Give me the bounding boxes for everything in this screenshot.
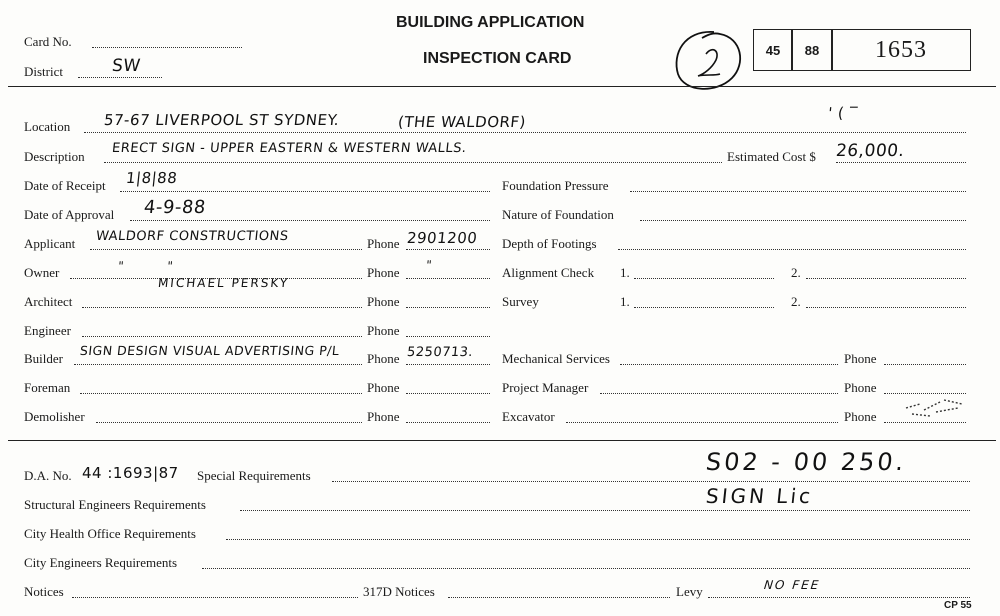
survey-label: Survey [502, 294, 539, 309]
district-value: SW [110, 56, 142, 76]
engineer-phone-line [406, 336, 490, 337]
location-mark: ' ( ‾ [827, 104, 859, 122]
notices-label: Notices [24, 584, 64, 599]
applicant-value: WALDORF CONSTRUCTIONS [95, 229, 290, 244]
architect-phone-label: Phone [367, 294, 400, 309]
owner-phone-line [406, 278, 490, 279]
builder-phone-value: 5250713. [406, 345, 474, 360]
notices-317d-label: 317D Notices [363, 584, 435, 599]
description-label: Description [24, 149, 85, 164]
foundation-pressure-line [630, 191, 966, 192]
project-manager-label: Project Manager [502, 380, 589, 395]
engineer-label: Engineer [24, 323, 71, 338]
excavator-line [566, 422, 838, 423]
city-health-label: City Health Office Requirements [24, 526, 196, 541]
mechanical-services-line [620, 364, 838, 365]
foreman-line [80, 393, 362, 394]
project-manager-phone-label: Phone [844, 380, 877, 395]
city-health-line [226, 539, 970, 540]
excavator-phone-label: Phone [844, 409, 877, 424]
demolisher-label: Demolisher [24, 409, 85, 424]
survey-2-label: 2. [791, 294, 801, 309]
applicant-line [90, 249, 362, 250]
demolisher-phone-label: Phone [367, 409, 400, 424]
alignment-check-1-line [634, 278, 774, 279]
da-no-label: D.A. No. [24, 468, 72, 483]
builder-phone-line [406, 364, 490, 365]
alignment-check-2-line [806, 278, 966, 279]
estimated-cost-value: 26,000. [834, 141, 906, 161]
owner-phone-value: " [425, 258, 433, 272]
survey-1-line [634, 307, 774, 308]
foreman-phone-label: Phone [367, 380, 400, 395]
city-engineers-line [202, 568, 970, 569]
estimated-cost-label: Estimated Cost $ [727, 149, 816, 164]
structural-engineers-label: Structural Engineers Requirements [24, 497, 206, 512]
foreman-label: Foreman [24, 380, 71, 395]
special-requirements-value: S02 - 00 250. [704, 448, 908, 476]
notices-line [72, 597, 358, 598]
survey-1-label: 1. [620, 294, 630, 309]
estimated-cost-line [836, 162, 966, 163]
form-code: CP 55 [944, 600, 972, 611]
city-engineers-label: City Engineers Requirements [24, 555, 178, 570]
special-requirements-line [332, 481, 970, 482]
applicant-phone-line [406, 249, 490, 250]
architect-label: Architect [24, 294, 73, 309]
alignment-check-1-label: 1. [620, 265, 630, 280]
excavator-label: Excavator [502, 409, 555, 424]
description-value: ERECT SIGN - UPPER EASTERN & WESTERN WALLS. [111, 141, 468, 156]
card-box-2: 88 [791, 29, 833, 71]
depth-of-footings-line [618, 249, 966, 250]
location-value-2: (THE WALDORF) [397, 113, 527, 131]
applicant-phone-value: 2901200 [406, 229, 479, 247]
builder-line [74, 364, 362, 365]
location-label: Location [24, 119, 71, 134]
demolisher-line [96, 422, 362, 423]
card-box-1: 45 [753, 29, 793, 71]
description-line [104, 162, 722, 163]
architect-line [82, 307, 362, 308]
location-line [84, 132, 966, 133]
date-receipt-label: Date of Receipt [24, 178, 106, 193]
engineer-line [82, 336, 362, 337]
smudge-mark-icon [900, 394, 970, 420]
bottom-section-divider [8, 440, 996, 441]
mechanical-services-phone-label: Phone [844, 351, 877, 366]
owner-label: Owner [24, 265, 60, 280]
header-divider [8, 86, 996, 87]
date-approval-label: Date of Approval [24, 207, 115, 222]
foreman-phone-line [406, 393, 490, 394]
da-no-value: 44 :1693|87 [82, 464, 179, 482]
survey-2-line [806, 307, 966, 308]
applicant-phone-label: Phone [367, 236, 400, 251]
owner-phone-label: Phone [367, 265, 400, 280]
date-approval-value: 4-9-88 [142, 197, 207, 218]
demolisher-phone-line [406, 422, 490, 423]
levy-value: NO FEE [763, 578, 822, 592]
builder-phone-label: Phone [367, 351, 400, 366]
architect-phone-line [406, 307, 490, 308]
excavator-phone-line [884, 422, 966, 423]
structural-engineers-value: SIGN Lic [704, 484, 815, 508]
location-value: 57-67 LIVERPOOL ST SYDNEY. [103, 111, 341, 129]
card-no-line [92, 47, 242, 48]
owner-name-value: MICHAEL PERSKY [157, 276, 290, 290]
applicant-label: Applicant [24, 236, 76, 251]
card-title-line2: INSPECTION CARD [423, 50, 572, 67]
district-line [78, 77, 162, 78]
owner-value: " " [117, 259, 174, 273]
structural-engineers-line [240, 510, 970, 511]
levy-label: Levy [676, 584, 703, 599]
date-receipt-line [120, 191, 490, 192]
levy-line [708, 597, 970, 598]
builder-label: Builder [24, 351, 63, 366]
district-label: District [24, 64, 63, 79]
mechanical-services-phone-line [884, 364, 966, 365]
card-no-label: Card No. [24, 34, 72, 49]
card-title-line1: BUILDING APPLICATION [396, 14, 585, 31]
foundation-pressure-label: Foundation Pressure [502, 178, 609, 193]
depth-of-footings-label: Depth of Footings [502, 236, 597, 251]
mechanical-services-label: Mechanical Services [502, 351, 610, 366]
alignment-check-2-label: 2. [791, 265, 801, 280]
special-requirements-label: Special Requirements [197, 468, 311, 483]
nature-of-foundation-line [640, 220, 966, 221]
notices-317d-line [448, 597, 670, 598]
engineer-phone-label: Phone [367, 323, 400, 338]
date-receipt-value: 1|8|88 [125, 169, 179, 187]
date-approval-line [130, 220, 490, 221]
project-manager-line [600, 393, 838, 394]
nature-of-foundation-label: Nature of Foundation [502, 207, 614, 222]
card-number-box: 1653 [831, 29, 971, 71]
builder-value: SIGN DESIGN VISUAL ADVERTISING P/L [79, 343, 341, 358]
alignment-check-label: Alignment Check [502, 265, 595, 280]
